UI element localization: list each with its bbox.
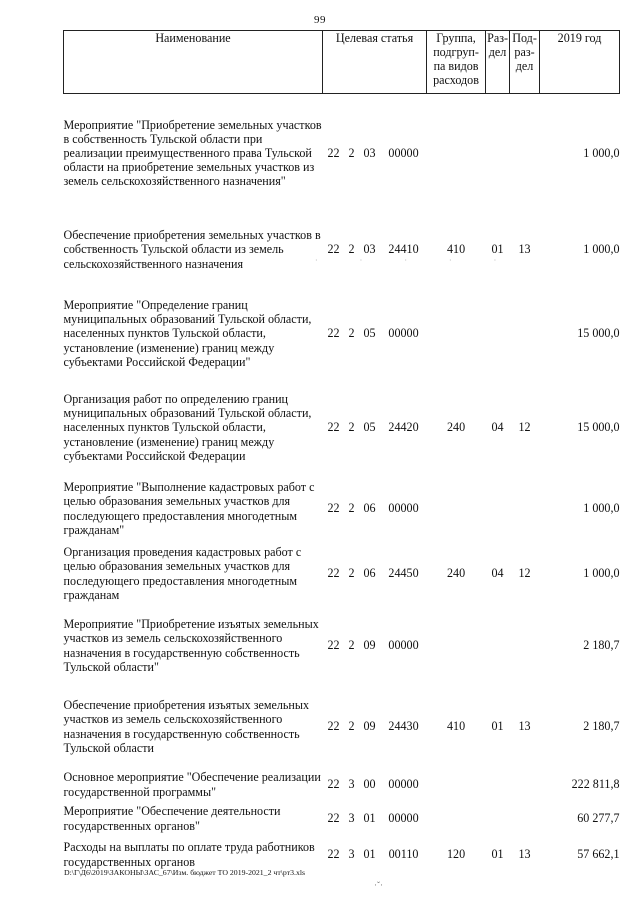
table-row: [64, 476, 620, 542]
cell-c3: 00: [363, 777, 376, 792]
cell-group: 120: [446, 847, 466, 862]
cell-c4: 00000: [388, 326, 419, 341]
cell-subsection: 12: [518, 420, 531, 435]
table-body: [64, 94, 620, 874]
table-row: [64, 288, 620, 380]
cell-subsection: [510, 606, 540, 686]
cell-amount: 1 000,0: [583, 145, 620, 160]
header-subsection: Под-раз-дел: [510, 31, 540, 94]
cell-amount: 15 000,0: [577, 326, 620, 341]
cell-c1: 22: [327, 566, 340, 581]
cell-amount: 1 000,0: [583, 501, 620, 516]
cell-c1: 22: [327, 501, 340, 516]
cell-name: Расходы на выплаты по оплате труда работников государственных органов: [63, 840, 315, 869]
cell-c2: 2: [348, 719, 355, 734]
cell-subsection: 13: [518, 242, 531, 257]
cell-section: [486, 802, 510, 836]
cell-c1: 22: [327, 326, 340, 341]
table-row: [64, 380, 620, 476]
cell-subsection: 13: [518, 719, 531, 734]
cell-c3: 05: [363, 420, 376, 435]
cell-c3: 03: [363, 242, 376, 257]
cell-name: Мероприятие "Выполнение кадастровых работ с целью образования земельных участков для последующего предоставления многодетным гражданам": [63, 480, 315, 537]
cell-c4: 00000: [388, 638, 419, 653]
table-row: [64, 94, 620, 212]
cell-c4: 00000: [388, 777, 419, 792]
table-row: [64, 542, 620, 606]
cell-amount: 57 662,1: [577, 847, 620, 862]
cell-group: 410: [446, 242, 466, 257]
table-row: [64, 606, 620, 686]
cell-c1: 22: [327, 719, 340, 734]
cell-subsection: 13: [518, 847, 531, 862]
cell-c3: 03: [363, 145, 376, 160]
header-year: 2019 год: [540, 31, 620, 94]
cell-name: Организация проведения кадастровых работ с целью образования земельных участков для последующего предоставления многодетным гражданам: [63, 545, 302, 602]
cell-section: [486, 606, 510, 686]
cell-group: [427, 476, 486, 542]
cell-amount: 15 000,0: [577, 420, 620, 435]
cell-section: 01: [491, 719, 504, 734]
cell-c2: 2: [348, 501, 355, 516]
cell-group: [427, 606, 486, 686]
cell-c1: 22: [327, 811, 340, 826]
cell-name: Мероприятие "Обеспечение деятельности государственных органов": [63, 804, 281, 833]
cell-c2: 3: [348, 777, 355, 792]
header-group: Группа, подгруп-па видов расходов: [427, 31, 486, 94]
cell-c4: 24430: [388, 719, 419, 734]
cell-c4: 24410: [388, 242, 419, 257]
cell-amount: 1 000,0: [583, 566, 620, 581]
cell-amount: 60 277,7: [577, 811, 620, 826]
cell-group: 240: [446, 420, 466, 435]
cell-c2: 2: [348, 420, 355, 435]
cell-c1: 22: [327, 638, 340, 653]
cell-section: 04: [491, 566, 504, 581]
cell-c1: 22: [327, 777, 340, 792]
cell-section: 01: [491, 847, 504, 862]
cell-c3: 05: [363, 326, 376, 341]
cell-name: Мероприятие "Определение границ муниципальных образований Тульской области, населенных пунктов Тульской области, установление (изменение) границ между субъектами Российской Федерации": [63, 298, 312, 369]
cell-group: 240: [446, 566, 466, 581]
cell-section: [486, 288, 510, 380]
footer-file-path: D:\Г\Д6\2019\ЗАКОНЫ\ЗАС_67\Изм. бюджет ТО 2019-2021_2 чт\рт3.xls: [64, 868, 306, 877]
cell-c3: 01: [363, 847, 376, 862]
header-section: Раз-дел: [486, 31, 510, 94]
cell-section: 01: [491, 242, 504, 257]
cell-section: [486, 768, 510, 802]
cell-name: Мероприятие "Приобретение изъятых земельных участков из земель сельскохозяйственного назначения в государственную собственность Тульской области": [63, 617, 319, 674]
cell-c4: 24450: [388, 566, 419, 581]
cell-c3: 01: [363, 811, 376, 826]
cell-c4: 00000: [388, 501, 419, 516]
cell-c2: 2: [348, 638, 355, 653]
cell-subsection: [510, 94, 540, 212]
cell-amount: 2 180,7: [583, 719, 620, 734]
header-target: Целевая статья: [323, 31, 427, 94]
cell-name: Обеспечение приобретения изъятых земельных участков из земель сельскохозяйственного назначения в государственную собственность Тульской области: [63, 698, 310, 755]
cell-c3: 06: [363, 566, 376, 581]
cell-section: 04: [491, 420, 504, 435]
cell-c1: 22: [327, 145, 340, 160]
scan-mark: ·ˇ·: [374, 880, 383, 890]
cell-c2: 3: [348, 847, 355, 862]
cell-c4: 24420: [388, 420, 419, 435]
cell-c3: 06: [363, 501, 376, 516]
cell-c2: 2: [348, 242, 355, 257]
cell-subsection: [510, 768, 540, 802]
cell-c3: 09: [363, 638, 376, 653]
cell-c2: 3: [348, 811, 355, 826]
cell-subsection: [510, 802, 540, 836]
cell-name: Обеспечение приобретения земельных участков в собственность Тульской области из земель сельскохозяйственного назначения: [63, 228, 321, 271]
cell-group: [427, 768, 486, 802]
cell-c4: 00000: [388, 145, 419, 160]
cell-section: [486, 476, 510, 542]
cell-c3: 09: [363, 719, 376, 734]
cell-c2: 2: [348, 145, 355, 160]
budget-table: [63, 30, 620, 874]
cell-subsection: [510, 476, 540, 542]
table-row: [64, 768, 620, 802]
cell-c4: 00110: [388, 847, 419, 862]
table-header-row: [64, 31, 620, 94]
cell-group: 410: [446, 719, 466, 734]
cell-subsection: 12: [518, 566, 531, 581]
cell-amount: 1 000,0: [583, 242, 620, 257]
cell-c2: 2: [348, 326, 355, 341]
cell-c2: 2: [348, 566, 355, 581]
cell-group: [427, 802, 486, 836]
cell-c4: 00000: [388, 811, 419, 826]
cell-name: Мероприятие "Приобретение земельных участков в собственность Тульской области при реализации преимущественного права Тульской области на приобретение земельных участков из земель сельскохозяйственного назначения": [63, 117, 322, 188]
table-row: [64, 686, 620, 768]
cell-amount: 2 180,7: [583, 638, 620, 653]
table-row: [64, 212, 620, 288]
cell-subsection: [510, 288, 540, 380]
cell-name: Организация работ по определению границ муниципальных образований Тульской области, населенных пунктов Тульской области, установление (изменение) границ между субъектами Российской Федерации: [63, 392, 312, 463]
cell-c1: 22: [327, 242, 340, 257]
cell-c1: 22: [327, 420, 340, 435]
scan-artifact: · · · · ·: [315, 256, 517, 265]
cell-section: [486, 94, 510, 212]
cell-group: [427, 288, 486, 380]
page-number: 99: [314, 14, 326, 26]
header-name: Наименование: [64, 31, 323, 94]
table-row: [64, 802, 620, 836]
cell-amount: 222 811,8: [571, 777, 620, 792]
cell-name: Основное мероприятие "Обеспечение реализации государственной программы": [63, 770, 321, 799]
cell-c1: 22: [327, 847, 340, 862]
cell-group: [427, 94, 486, 212]
